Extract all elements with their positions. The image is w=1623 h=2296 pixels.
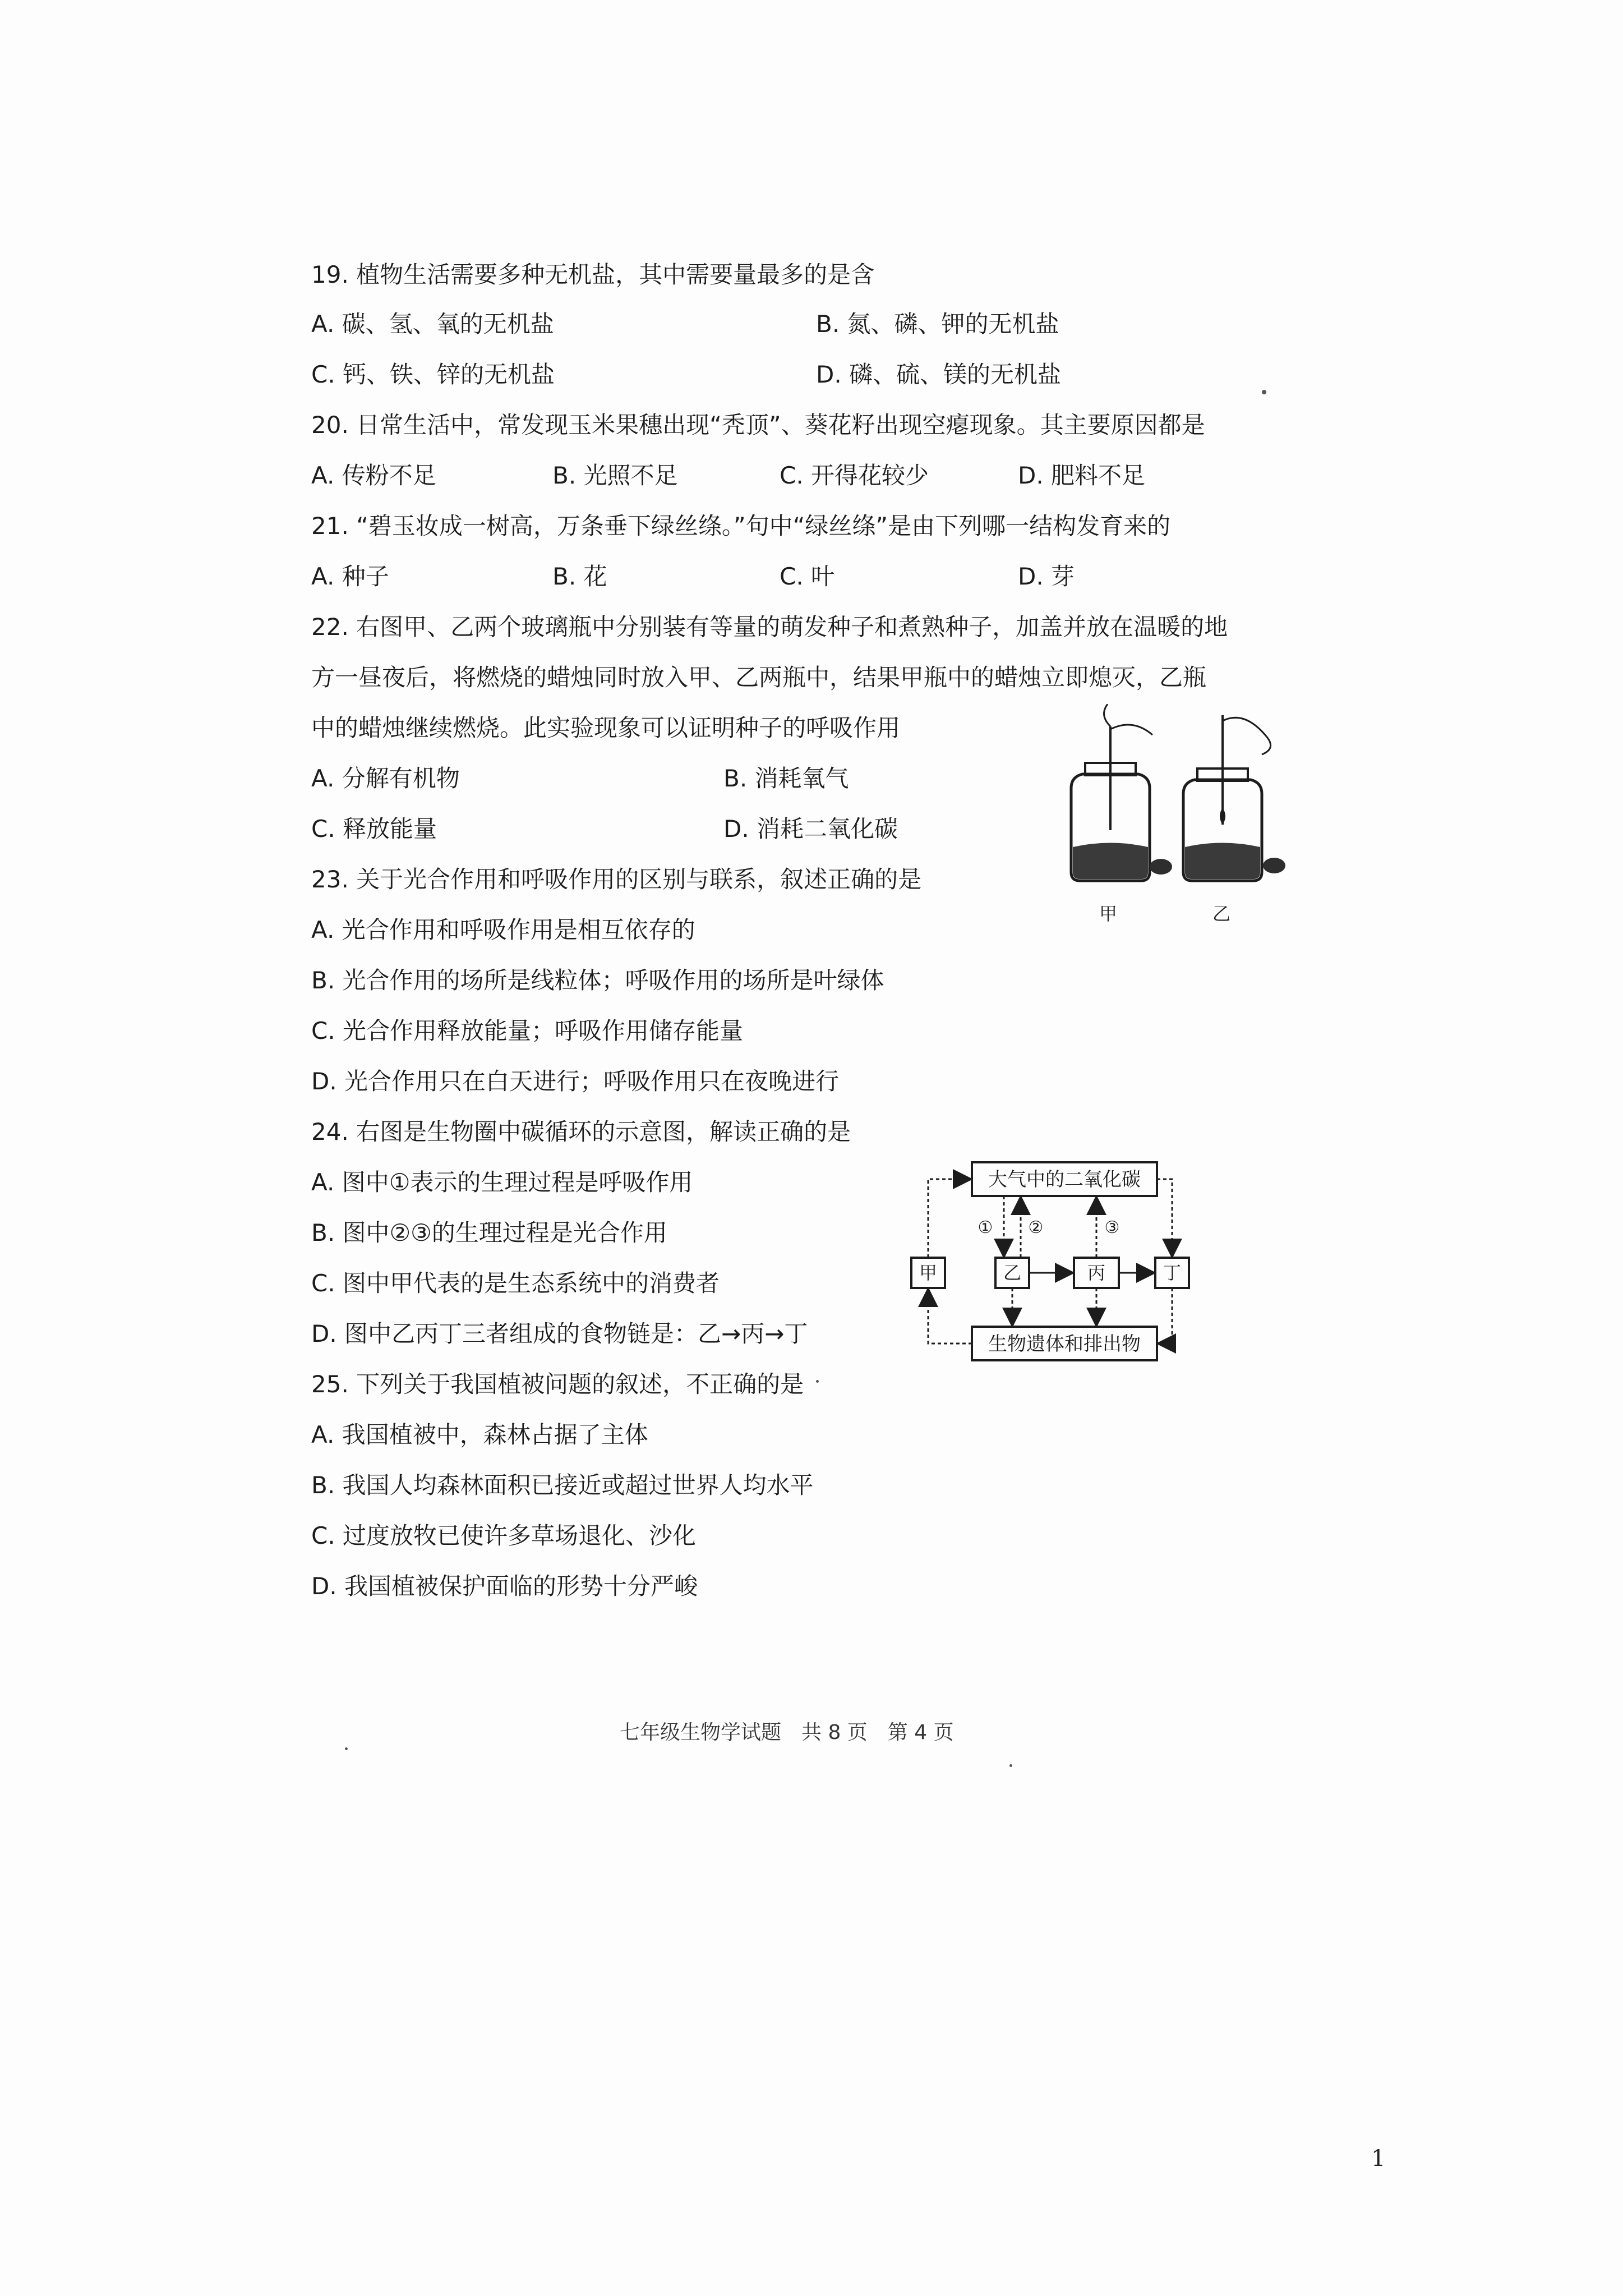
question-19-option-d: D. 磷、硫、镁的无机盐 — [816, 361, 1062, 388]
question-20-option-b: B. 光照不足 — [552, 462, 678, 489]
question-22-stem-line-1: 22. 右图甲、乙两个玻璃瓶中分别装有等量的萌发种子和煮熟种子，加盖并放在温暖的地 — [311, 613, 1228, 641]
question-21-option-c: C. 叶 — [780, 563, 835, 590]
carbon-arrow-label-1: ① — [978, 1218, 993, 1237]
question-23-stem: 23. 关于光合作用和呼吸作用的区别与联系，叙述正确的是 — [311, 866, 922, 893]
question-24-option-c: C. 图中甲代表的是生态系统中的消费者 — [311, 1269, 720, 1297]
question-21-option-d: D. 芽 — [1018, 563, 1075, 590]
question-23-option-b: B. 光合作用的场所是线粒体；呼吸作用的场所是叶绿体 — [311, 967, 884, 994]
question-22-option-d: D. 消耗二氧化碳 — [723, 815, 898, 843]
question-22-option-b: B. 消耗氧气 — [723, 765, 849, 792]
jar-experiment-figure — [1054, 704, 1290, 928]
question-22-stem-line-2: 方一昼夜后，将燃烧的蜡烛同时放入甲、乙两瓶中，结果甲瓶中的蜡烛立即熄灭，乙瓶 — [311, 664, 1207, 691]
question-23-option-d: D. 光合作用只在白天进行；呼吸作用只在夜晚进行 — [311, 1068, 840, 1095]
question-20-stem: 20. 日常生活中，常发现玉米果穗出现“秃顶”、葵花籽出现空瘪现象。其主要原因都是 — [311, 411, 1205, 439]
scan-speck — [1009, 1764, 1012, 1767]
question-25-stem: 25. 下列关于我国植被问题的叙述，不正确的是 — [311, 1370, 804, 1398]
question-21-option-b: B. 花 — [552, 563, 607, 590]
page-footer: 七年级生物学试题 共 8 页 第 4 页 — [620, 1721, 954, 1744]
question-25-option-c: C. 过度放牧已使许多草场退化、沙化 — [311, 1522, 697, 1549]
carbon-node-yi: 乙 — [1003, 1262, 1022, 1283]
question-20-option-d: D. 肥料不足 — [1018, 462, 1146, 489]
question-25-option-d: D. 我国植被保护面临的形势十分严峻 — [311, 1572, 698, 1600]
question-21-stem: 21. “碧玉妆成一树高，万条垂下绿丝绦。”句中“绿丝绦”是由下列哪一结构发育来的 — [311, 512, 1171, 540]
carbon-arrow-label-2: ② — [1028, 1218, 1044, 1237]
question-25-option-a: A. 我国植被中，森林占据了主体 — [311, 1421, 648, 1448]
question-24-option-d: D. 图中乙丙丁三者组成的食物链是：乙→丙→丁 — [311, 1320, 808, 1347]
question-21-option-a: A. 种子 — [311, 563, 389, 590]
question-19-option-c: C. 钙、铁、锌的无机盐 — [311, 361, 555, 388]
carbon-node-jia: 甲 — [919, 1262, 938, 1283]
question-24-option-b: B. 图中②③的生理过程是光合作用 — [311, 1219, 667, 1246]
jar-jia — [1071, 704, 1172, 881]
question-20-option-c: C. 开得花较少 — [780, 462, 929, 489]
question-19-option-b: B. 氮、磷、钾的无机盐 — [816, 310, 1059, 338]
question-19-option-a: A. 碳、氢、氧的无机盐 — [311, 310, 554, 338]
question-22-option-a: A. 分解有机物 — [311, 765, 460, 792]
question-20-option-a: A. 传粉不足 — [311, 462, 436, 489]
scan-speck — [345, 1747, 348, 1750]
carbon-cycle-figure — [906, 1156, 1197, 1380]
page-number: 1 — [1371, 2146, 1386, 2171]
question-22-option-c: C. 释放能量 — [311, 815, 437, 843]
jar-label-yi: 乙 — [1212, 903, 1231, 924]
question-25-option-b: B. 我国人均森林面积已接近或超过世界人均水平 — [311, 1471, 814, 1499]
carbon-top-box-label: 大气中的二氧化碳 — [988, 1168, 1141, 1191]
question-24-option-a: A. 图中①表示的生理过程是呼吸作用 — [311, 1168, 693, 1196]
jar-label-jia: 甲 — [1099, 903, 1118, 924]
carbon-bottom-box-label: 生物遗体和排出物 — [988, 1333, 1141, 1355]
carbon-arrow-label-3: ③ — [1104, 1218, 1120, 1237]
jar-yi — [1183, 715, 1285, 881]
question-24-stem: 24. 右图是生物圈中碳循环的示意图，解读正确的是 — [311, 1118, 851, 1145]
carbon-node-bing: 丙 — [1087, 1262, 1106, 1283]
scan-speck — [1262, 390, 1266, 394]
scan-speck — [816, 1380, 819, 1383]
question-22-stem-line-3: 中的蜡烛继续燃烧。此实验现象可以证明种子的呼吸作用 — [311, 714, 901, 742]
carbon-node-ding: 丁 — [1163, 1262, 1182, 1283]
question-23-option-c: C. 光合作用释放能量；呼吸作用储存能量 — [311, 1017, 744, 1045]
question-19-stem: 19. 植物生活需要多种无机盐，其中需要量最多的是含 — [311, 261, 875, 288]
question-23-option-a: A. 光合作用和呼吸作用是相互依存的 — [311, 916, 695, 944]
